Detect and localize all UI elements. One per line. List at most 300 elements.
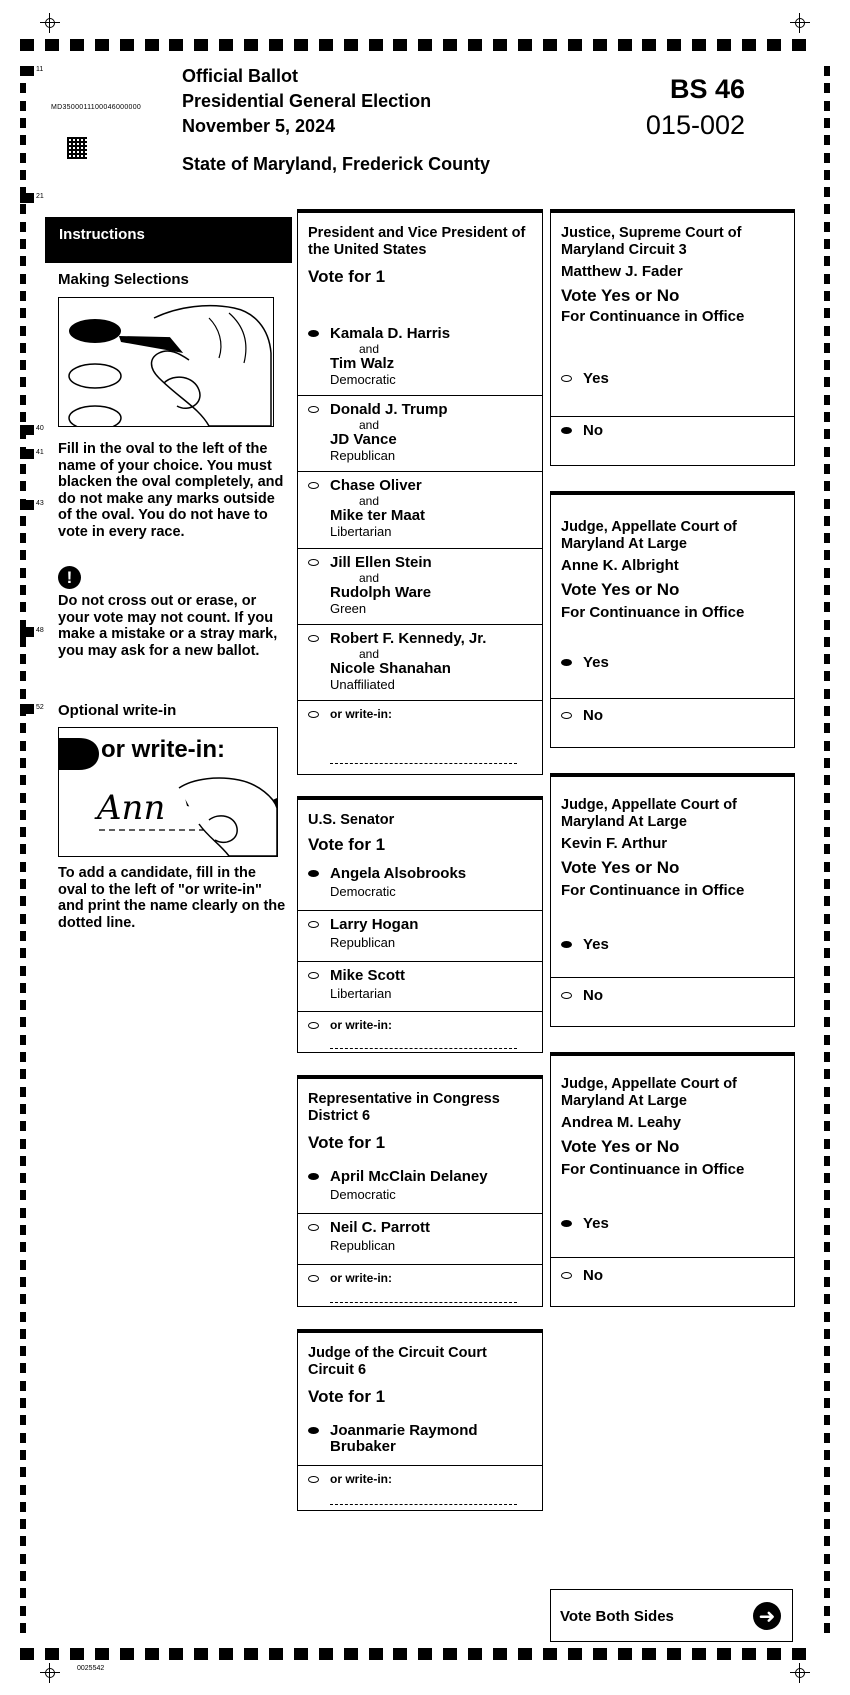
timing-mark — [593, 39, 607, 51]
candidate-brubaker[interactable] — [298, 1417, 542, 1465]
ballot-oval[interactable] — [561, 712, 572, 719]
retention-no[interactable] — [551, 416, 794, 467]
timing-mark — [824, 1087, 830, 1097]
writein-congress[interactable] — [298, 1264, 542, 1308]
timing-mark — [792, 1648, 806, 1660]
no-label: No — [583, 1267, 603, 1284]
judge-name: Anne K. Albright — [561, 557, 679, 574]
yes-label: Yes — [583, 936, 609, 953]
timing-mark — [824, 810, 830, 820]
party: Republican — [330, 1238, 396, 1253]
candidate-name: Kamala D. Harris — [330, 325, 451, 342]
vote-yes-or-no: Vote Yes or No — [561, 1137, 680, 1156]
contest-retention-leahy — [550, 1052, 795, 1307]
timing-mark — [543, 1648, 557, 1660]
timing-mark — [20, 775, 26, 785]
contest-title: Representative in Congress District 6 — [308, 1091, 500, 1124]
timing-mark — [824, 291, 830, 301]
writein-label: or write-in: — [330, 707, 392, 721]
timing-mark — [20, 1363, 26, 1373]
exclamation-icon: ! — [58, 566, 81, 589]
timing-mark — [20, 135, 26, 145]
no-label: No — [583, 987, 603, 1004]
ballot-title: Official Ballot Presidential General Election November 5, 2024 — [182, 66, 432, 136]
candidate-name: Chase Oliver — [330, 477, 422, 494]
row-number: 43 — [36, 500, 44, 507]
timing-mark — [20, 377, 26, 387]
timing-mark — [518, 39, 532, 51]
timing-mark — [45, 1648, 59, 1660]
writein-line[interactable] — [330, 763, 517, 764]
retention-yes[interactable] — [551, 640, 794, 695]
candidate-oliver[interactable] — [298, 471, 542, 549]
timing-mark — [20, 1485, 26, 1495]
timing-mark — [20, 1173, 26, 1183]
timing-mark — [824, 1260, 830, 1270]
timing-mark — [493, 1648, 507, 1660]
timing-mark — [20, 879, 26, 889]
timing-mark — [493, 39, 507, 51]
timing-mark — [824, 256, 830, 266]
timing-mark — [20, 1312, 26, 1322]
and-label: and — [359, 571, 380, 585]
timing-mark — [824, 1554, 830, 1564]
timing-mark — [269, 39, 283, 51]
timing-mark — [20, 481, 26, 491]
timing-mark — [692, 1648, 706, 1660]
timing-mark — [244, 39, 258, 51]
timing-mark — [120, 39, 134, 51]
timing-mark — [742, 39, 756, 51]
timing-mark — [20, 101, 26, 111]
timing-mark — [824, 1000, 830, 1010]
timing-mark — [824, 187, 830, 197]
timing-mark — [20, 1571, 26, 1581]
timing-mark — [824, 602, 830, 612]
timing-mark — [393, 39, 407, 51]
timing-mark — [20, 896, 26, 906]
and-label: and — [359, 342, 380, 356]
timing-mark — [824, 896, 830, 906]
timing-mark — [169, 1648, 183, 1660]
timing-mark — [20, 39, 34, 51]
timing-mark — [20, 723, 26, 733]
ballot-oval[interactable] — [308, 406, 319, 413]
timing-mark — [824, 429, 830, 439]
timing-mark — [824, 360, 830, 370]
registration-mark-icon — [40, 13, 60, 33]
running-mate: Tim Walz — [330, 355, 395, 372]
instruction-do-not-erase: Do not cross out or erase, or your vote may not count. If you make a mistake or a stray mark, you may ask for a new ballot. — [58, 593, 278, 659]
candidate-kennedy[interactable] — [298, 624, 542, 701]
timing-mark — [20, 1035, 26, 1045]
timing-mark — [20, 1450, 26, 1460]
timing-mark — [767, 1648, 781, 1660]
timing-mark — [20, 83, 26, 93]
timing-mark — [824, 758, 830, 768]
timing-mark — [824, 239, 830, 249]
timing-mark — [824, 1450, 830, 1460]
timing-mark — [824, 1606, 830, 1616]
timing-mark — [667, 39, 681, 51]
timing-mark — [824, 274, 830, 284]
registration-mark-icon — [790, 1663, 810, 1683]
ballot-oval[interactable] — [308, 635, 319, 642]
contest-title: U.S. Senator — [308, 812, 395, 828]
timing-mark — [792, 39, 806, 51]
judge-name: Matthew J. Fader — [561, 263, 683, 280]
ballot-oval[interactable] — [308, 1022, 319, 1029]
contest-title: President and Vice President of the United States — [308, 225, 526, 258]
instruction-writein: To add a candidate, fill in the oval to the left of "or write-in" and print the name clearly on the dotted line. — [58, 865, 286, 931]
timing-mark — [824, 620, 830, 630]
ballot-oval[interactable] — [561, 375, 572, 382]
timing-mark — [369, 39, 383, 51]
timing-mark — [20, 1329, 26, 1339]
timing-mark — [20, 931, 26, 941]
timing-mark — [20, 153, 26, 163]
timing-mark — [824, 879, 830, 889]
timing-mark — [393, 1648, 407, 1660]
timing-mark — [824, 499, 830, 509]
timing-mark — [20, 1104, 26, 1114]
candidate-name: Jill Ellen Stein — [330, 554, 432, 571]
ballot-oval[interactable] — [561, 941, 572, 948]
timing-mark — [20, 568, 26, 578]
candidate-scott[interactable] — [298, 961, 542, 1012]
timing-mark — [618, 1648, 632, 1660]
timing-mark — [824, 1294, 830, 1304]
party: Libertarian — [330, 524, 392, 539]
party: Republican — [330, 448, 396, 463]
timing-mark — [824, 1277, 830, 1287]
timing-mark — [169, 39, 183, 51]
timing-mark — [20, 274, 26, 284]
arrow-right-circle-icon: ➜ — [753, 1602, 781, 1630]
timing-mark — [20, 533, 26, 543]
timing-mark — [824, 1104, 830, 1114]
timing-mark — [20, 1467, 26, 1477]
instructions-heading: Instructions — [45, 217, 292, 263]
timing-mark — [824, 1433, 830, 1443]
timing-mark — [20, 425, 34, 435]
timing-mark — [824, 343, 830, 353]
candidate-hogan[interactable] — [298, 910, 542, 962]
ballot-oval[interactable] — [308, 482, 319, 489]
timing-mark — [824, 447, 830, 457]
writein-label: or write-in: — [330, 1018, 392, 1032]
writein-line[interactable] — [330, 1504, 517, 1505]
retention-yes[interactable] — [551, 363, 794, 413]
ballot-oval[interactable] — [561, 992, 572, 999]
timing-mark — [244, 1648, 258, 1660]
timing-mark — [593, 1648, 607, 1660]
timing-mark — [20, 395, 26, 405]
candidate-stein[interactable] — [298, 548, 542, 625]
timing-mark — [344, 39, 358, 51]
timing-mark — [20, 1225, 26, 1235]
timing-mark — [824, 671, 830, 681]
party: Democratic — [330, 372, 396, 387]
contest-retention-arthur — [550, 773, 795, 1027]
timing-mark — [70, 39, 84, 51]
timing-mark — [667, 1648, 681, 1660]
retention-yes[interactable] — [551, 922, 794, 974]
timing-mark — [145, 1648, 159, 1660]
writein-senator[interactable] — [298, 1011, 542, 1054]
timing-mark — [319, 1648, 333, 1660]
timing-mark — [824, 533, 830, 543]
writein-label: or write-in: — [330, 1472, 392, 1486]
timing-mark — [20, 704, 34, 714]
timing-mark — [824, 1208, 830, 1218]
candidate-alsobrooks[interactable] — [298, 860, 542, 910]
retention-no[interactable] — [551, 977, 794, 1028]
ballot-oval[interactable] — [308, 1427, 319, 1434]
row-number: 52 — [36, 704, 44, 711]
timing-mark — [824, 1242, 830, 1252]
vote-yes-or-no: Vote Yes or No — [561, 286, 680, 305]
timing-mark — [824, 1121, 830, 1131]
timing-mark — [824, 326, 830, 336]
vote-both-sides-label: Vote Both Sides — [560, 1608, 674, 1625]
timing-mark — [20, 1087, 26, 1097]
timing-mark — [20, 308, 26, 318]
timing-mark — [824, 827, 830, 837]
timing-mark — [20, 1000, 26, 1010]
timing-mark — [824, 1467, 830, 1477]
timing-mark — [20, 627, 34, 637]
contest-president — [297, 209, 543, 775]
timing-mark — [20, 637, 26, 647]
timing-mark — [20, 983, 26, 993]
judge-name: Andrea M. Leahy — [561, 1114, 682, 1131]
vote-for: Vote for 1 — [308, 267, 386, 286]
timing-mark — [824, 1415, 830, 1425]
retention-no[interactable] — [551, 698, 794, 749]
registration-mark-icon — [40, 1663, 60, 1683]
contest-congress — [297, 1075, 543, 1307]
ballot-oval[interactable] — [308, 972, 319, 979]
timing-mark — [824, 83, 830, 93]
marking-illustration — [58, 297, 274, 427]
timing-mark — [20, 793, 26, 803]
timing-mark — [20, 1294, 26, 1304]
timing-mark — [20, 654, 26, 664]
timing-mark — [824, 395, 830, 405]
timing-mark — [294, 1648, 308, 1660]
timing-mark — [824, 1519, 830, 1529]
footer-id: 0025542 — [77, 1665, 105, 1672]
ballot-oval[interactable] — [308, 921, 319, 928]
ballot-oval[interactable] — [308, 1173, 319, 1180]
ballot-id: MD3500011100046000000 — [51, 104, 142, 111]
instruction-fill-oval: Fill in the oval to the left of the name of your choice. You must blacken the oval completely, and do not make any marks outside of the oval. You do not have to vote in every race. — [58, 441, 284, 540]
timing-mark — [20, 326, 26, 336]
timing-mark — [824, 862, 830, 872]
timing-mark — [20, 412, 26, 422]
yes-label: Yes — [583, 370, 609, 387]
ballot-oval[interactable] — [308, 711, 319, 718]
ballot-oval[interactable] — [308, 1476, 319, 1483]
timing-mark — [344, 1648, 358, 1660]
timing-mark — [20, 810, 26, 820]
candidate-name: April McClain Delaney — [330, 1168, 488, 1185]
and-label: and — [359, 647, 380, 661]
timing-mark — [20, 66, 34, 76]
timing-mark — [20, 1017, 26, 1027]
timing-mark — [418, 1648, 432, 1660]
writein-line[interactable] — [330, 1302, 517, 1303]
ballot-oval[interactable] — [561, 659, 572, 666]
retention-no[interactable] — [551, 1257, 794, 1308]
timing-mark — [443, 1648, 457, 1660]
timing-mark — [824, 1571, 830, 1581]
timing-mark — [824, 66, 830, 76]
row-number: 21 — [36, 193, 44, 200]
party: Democratic — [330, 884, 396, 899]
timing-mark — [418, 39, 432, 51]
timing-mark — [95, 1648, 109, 1660]
timing-mark — [824, 741, 830, 751]
timing-mark — [20, 689, 26, 699]
timing-mark — [824, 1536, 830, 1546]
running-mate: Mike ter Maat — [330, 507, 426, 524]
timing-mark — [692, 39, 706, 51]
candidate-name: Angela Alsobrooks — [330, 865, 467, 882]
timing-mark — [468, 1648, 482, 1660]
ballot-oval[interactable] — [308, 1224, 319, 1231]
timing-mark — [20, 449, 34, 459]
timing-mark — [20, 1398, 26, 1408]
timing-mark — [20, 844, 26, 854]
ballot-oval[interactable] — [308, 559, 319, 566]
timing-mark — [20, 1519, 26, 1529]
timing-mark — [20, 204, 26, 214]
vote-for: Vote for 1 — [308, 835, 386, 854]
timing-mark — [20, 500, 34, 510]
retention-yes[interactable] — [551, 1201, 794, 1254]
timing-mark — [20, 239, 26, 249]
no-label: No — [583, 707, 603, 724]
writein-president[interactable] — [298, 700, 542, 776]
ballot-oval[interactable] — [308, 330, 319, 337]
timing-mark — [20, 118, 26, 128]
timing-mark — [20, 256, 26, 266]
timing-mark — [20, 1260, 26, 1270]
timing-mark — [824, 464, 830, 474]
timing-mark — [20, 464, 26, 474]
candidate-delaney[interactable] — [298, 1163, 542, 1213]
timing-mark — [824, 1381, 830, 1391]
timing-mark — [20, 550, 26, 560]
timing-mark — [20, 1121, 26, 1131]
timing-mark — [20, 1554, 26, 1564]
precinct: 015-002 — [645, 110, 745, 140]
timing-mark — [20, 1536, 26, 1546]
candidate-name: Robert F. Kennedy, Jr. — [330, 630, 487, 647]
yes-label: Yes — [583, 1215, 609, 1232]
candidate-trump[interactable] — [298, 395, 542, 472]
timing-mark — [20, 1606, 26, 1616]
timing-mark — [20, 741, 26, 751]
vote-yes-or-no: Vote Yes or No — [561, 580, 680, 599]
timing-mark — [568, 1648, 582, 1660]
making-selections-heading: Making Selections — [58, 271, 189, 288]
ballot-oval[interactable] — [561, 1272, 572, 1279]
timing-mark — [824, 793, 830, 803]
timing-mark — [824, 931, 830, 941]
timing-mark — [20, 827, 26, 837]
timing-mark — [20, 966, 26, 976]
timing-mark — [642, 1648, 656, 1660]
timing-mark — [20, 1381, 26, 1391]
ballot-oval[interactable] — [561, 427, 572, 434]
timing-mark — [369, 1648, 383, 1660]
timing-mark — [45, 39, 59, 51]
timing-mark — [824, 1139, 830, 1149]
timing-mark — [20, 516, 26, 526]
running-mate: Rudolph Ware — [330, 584, 432, 601]
timing-mark — [824, 1398, 830, 1408]
row-number: 41 — [36, 449, 44, 456]
candidate-name: Joanmarie Raymond Brubaker — [330, 1422, 478, 1455]
timing-mark — [824, 101, 830, 111]
contest-title: Judge, Appellate Court of Maryland At Large — [561, 797, 737, 830]
timing-mark — [194, 1648, 208, 1660]
timing-mark — [824, 1035, 830, 1045]
timing-mark — [20, 862, 26, 872]
jurisdiction: State of Maryland, Frederick County — [182, 154, 491, 174]
timing-mark — [120, 1648, 134, 1660]
continuance-label: For Continuance in Office — [561, 1161, 745, 1178]
timing-mark — [824, 550, 830, 560]
judge-name: Kevin F. Arthur — [561, 835, 668, 852]
contest-senator — [297, 796, 543, 1053]
timing-mark — [824, 308, 830, 318]
timing-mark — [20, 671, 26, 681]
contest-title: Judge, Appellate Court of Maryland At Large — [561, 1076, 737, 1109]
timing-mark — [543, 39, 557, 51]
candidate-parrott[interactable] — [298, 1213, 542, 1265]
vote-for: Vote for 1 — [308, 1133, 386, 1152]
ballot-oval[interactable] — [308, 1275, 319, 1282]
ballot-oval[interactable] — [308, 870, 319, 877]
writein-circuit[interactable] — [298, 1465, 542, 1512]
timing-mark — [20, 193, 34, 203]
yes-label: Yes — [583, 654, 609, 671]
timing-mark — [20, 222, 26, 232]
ballot-oval[interactable] — [561, 1220, 572, 1227]
writein-illustration-sample: Ann — [97, 788, 166, 828]
timing-mark — [824, 1017, 830, 1027]
timing-mark — [20, 291, 26, 301]
candidate-harris[interactable] — [298, 313, 542, 395]
timing-mark — [824, 1173, 830, 1183]
candidate-name: Neil C. Parrott — [330, 1219, 431, 1236]
running-mate: Nicole Shanahan — [330, 660, 451, 677]
timing-mark — [824, 1052, 830, 1062]
timing-mark — [824, 775, 830, 785]
timing-mark — [824, 1225, 830, 1235]
party: Libertarian — [330, 986, 392, 1001]
timing-mark — [20, 360, 26, 370]
writein-illustration-label: or write-in: — [101, 736, 225, 763]
timing-mark — [443, 39, 457, 51]
and-label: and — [359, 494, 380, 508]
timing-mark — [20, 1502, 26, 1512]
writein-line[interactable] — [330, 1048, 517, 1049]
